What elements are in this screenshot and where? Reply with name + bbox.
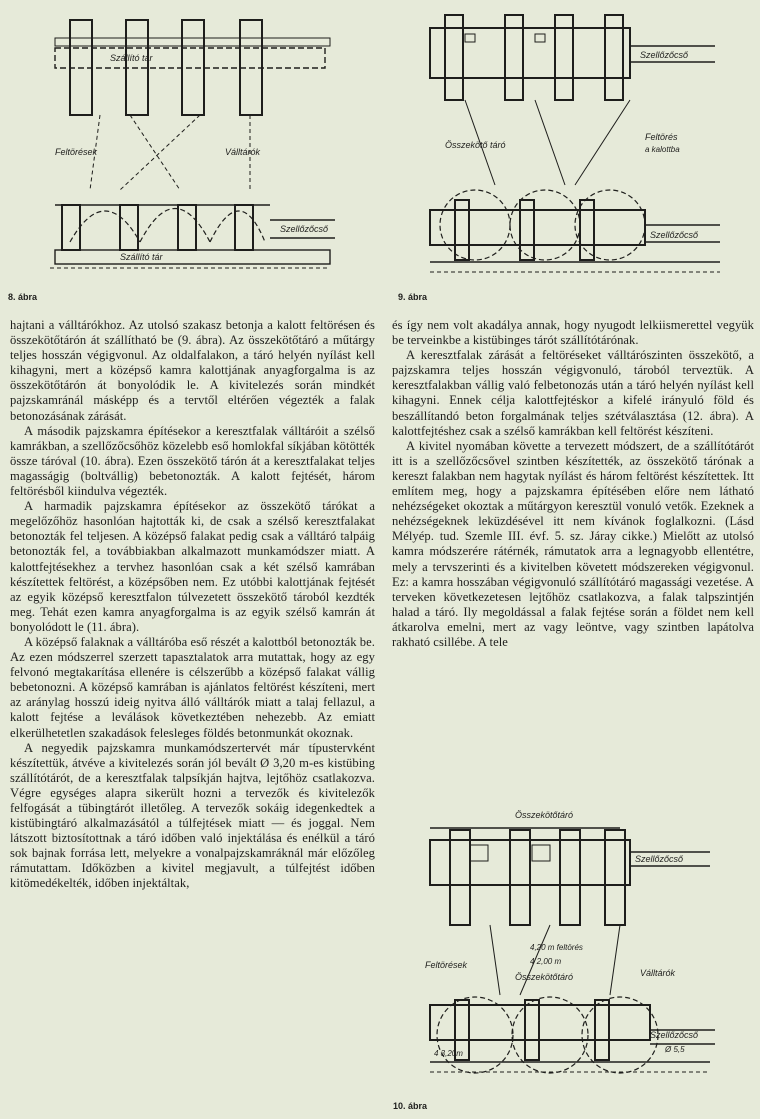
fig8-label-top: Szállító tár [110,53,153,63]
figure-8-drawing [50,10,340,290]
right-paragraph-3: A kivitel nyomában követte a tervezett módszert, de a szállítótárót itt is a szellőzőcsővel szintben készítették, az összekötő tárónak a kereszt falakban nem hagytak nyílást és három feltörést készítettek. Itt említem meg, hogy a pajzskamra építésében előre nem látható nehézségeket okoztak a műtárgyon keresztül vonuló vetők. Ezeknek a nehézségeknek leküzdésével itt nem kívánok foglalkozni. (Lásd Mélyép. tud. Szemle III. évf. 5. sz. Járay cikke.) Mielőtt az utolsó kamra módszerére rátérnék, rámutatok arra a legnagyobb ellentétre, mely a tervszerinti és a kivitelben követett módszereken végigvonul. Ez: a kamra hosszában végigvonuló szállítótáró magassági vezetése. A terveken következetesen lejtőhöz csatlakozva, a falak talpszintjén halad a táró. Ily megoldással a falak fejtése során a földet nem kell átkarolva emelni, mert az vagy leöntve, vagy szintben lapátolva rakható csillébe. A tele [392,438,754,649]
fig10-label-dim1: 4,20 m feltörés [530,943,583,952]
fig9-label-szellozocso-bottom: Szellőzőcső [650,230,699,240]
fig9-label-szellozocso-top: Szellőzőcső [640,50,689,60]
fig9-label-feltores: Feltörés [645,132,678,142]
figure-10-caption: 10. ábra [393,1101,428,1111]
fig8-label-feltoresek: Feltörések [55,147,98,157]
right-paragraph-1: és így nem volt akadálya annak, hogy nyugodt lelkiismerettel vegyük be terveinkbe a kistübinges tárót szállítótárónak. [392,318,754,348]
left-paragraph-3: A harmadik pajzskamra építésekor az összekötő tárókat a megelőzőhöz hasonlóan hajtották ki, de csak a szélső keresztfalakat betonozták fel teljesen. A középső falakat pedig csak a válltáró talpáig betonozták fel, a továbbiakban alkalmazott munkamódszer miatt. A kalottfejtésekhez a tervhez hasonlóan csak a két szélső kamrában készítettek feltörést, a középsőben nem. Ez utóbbi kalottjának fejtését az egyik középső keresztfalon túlvezetett összekötő tároból kezdték meg. Tehát ezen kamra anyagforgalma is az egyik szélső kamrán át bonyolódott le (11. ábra). [10,499,375,634]
right-column [392,318,754,650]
left-paragraph-4: A középső falaknak a válltáróba eső részét a kalottból betonozták be. Az ezen módszerrel szerzett tapasztalatok arra mutattak, hogy az egy felvonó megtakarítása ellenére is célszerűbb a középső falakat vállig bebetonozni. A középső kamrában is ajánlatos feltörést készíteni, mert az aránylag hosszú ideig nyitva álló válltárók miatt a talaj fellazul, a kalott fejtése a leválások következtében nehezebb. Az emiatt elkerülhetetlen szakadások felesleges földés betonmunkát okoznak. [10,634,375,740]
fig10-label-osszekototaro-mid: Összekötőtáró [515,972,574,982]
fig8-label-valltarok: Válltárók [225,147,261,157]
left-paragraph-1: hajtani a válltárókhoz. Az utolsó szakasz betonja a kalott feltörésen és összekötőtárón át szállítható be (9. ábra). Az összekötőtáró a műtárgy teljes hosszán végigvonul. Az oldalfalakon, a táró helyén nyílást kell kihagyni, mert a középső kamra kalottjának anyagforgalma is az összekötőtárón át bonyolódik le. A kivitelezés során mindkét pajzskamránál másképp és a tervtől eltérően végezték a falak betonozásának zárását. [10,318,375,423]
left-paragraph-5: A negyedik pajzskamra munkamódszertervét már típustervként készítettük, átvéve a kivitelezés során jól bevált Ø 3,20 m-es kistübing szállítótárót, de a keresztfalak talpsíkján hajtva, lejtőhöz csatlakozva. Végre egységes alapra sikerült hozni a tervezők és kivitelezők felfogását a tübingtárót illetőleg. A tervezők sokáig idegenkedtek a kistübingtáró alkalmazásától a túlfejtések miatt — és joggal. Nem látszott biztosítottnak a táró időben való injektálása és enélkül a táró sok bajnak forrása lett, melyekre a vonalpajzskamráknál már előzőleg rámutattam. Időközben a kivitel megjavult, a túlfejtést időben kitömedékelték, időben injektáltak, [10,740,375,891]
fig10-label-szellozocso: Szellőzőcső [635,854,684,864]
figure-9-caption: 9. ábra [398,292,428,302]
fig10-label-szellozocso-bottom: Szellőzőcső [650,1030,699,1040]
fig9-label-osszekoto: Összekötő táró [445,140,506,150]
fig10-label-szellozocso-bottom2: Ø 5,5 [665,1045,685,1054]
figure-8-caption: 8. ábra [8,292,38,302]
fig9-label-feltores2: a kalottba [645,145,680,154]
left-column [10,318,375,892]
fig10-label-dim-left: 4 3,20m [434,1049,463,1058]
figure-9-drawing [425,10,725,290]
fig8-label-bottom: Szállító tár [120,252,163,262]
fig10-label-dim2: 4 2,00 m [530,957,562,966]
fig10-label-valltarok: Válltárók [640,968,676,978]
figure-10-drawing [420,800,720,1090]
fig8-label-szellozocso: Szellőzőcső [280,224,329,234]
right-paragraph-2: A keresztfalak zárását a feltöréseket válltárószinten összekötő, a pajzskamra teljes hosszán végigvonuló, tároból terveztük. A keresztfalakban vállig való felbetonozás után a táró helyén nyílást kell kihagyni. Ennek célja kalottfejtéskor a kifelé irányuló föld és beszállítandó beton forgalmának teljes szétválasztása (12. ábra). A kalottfejtéshez csak a szélső kamrákban kell feltörést készíteni. [392,348,754,438]
figure-9 [425,10,725,290]
figure-10 [420,800,720,1090]
fig10-label-osszekototaro-top: Összekötőtáró [515,810,574,820]
fig10-label-feltoresek: Feltörések [425,960,468,970]
figure-8 [50,10,340,290]
left-paragraph-2: A második pajzskamra építésekor a keresztfalak válltáróit a szélső kamrákban, a szellőzőcsőhöz közelebb eső homlokfal síkjában kötötték össze táróval (10. ábra). Ezen összekötő tárón át a keresztfalakat teljes magasságig (boltvállig) bebetonozták. A kalott fejtését, három feltörésből kiindulva végezték. [10,423,375,499]
